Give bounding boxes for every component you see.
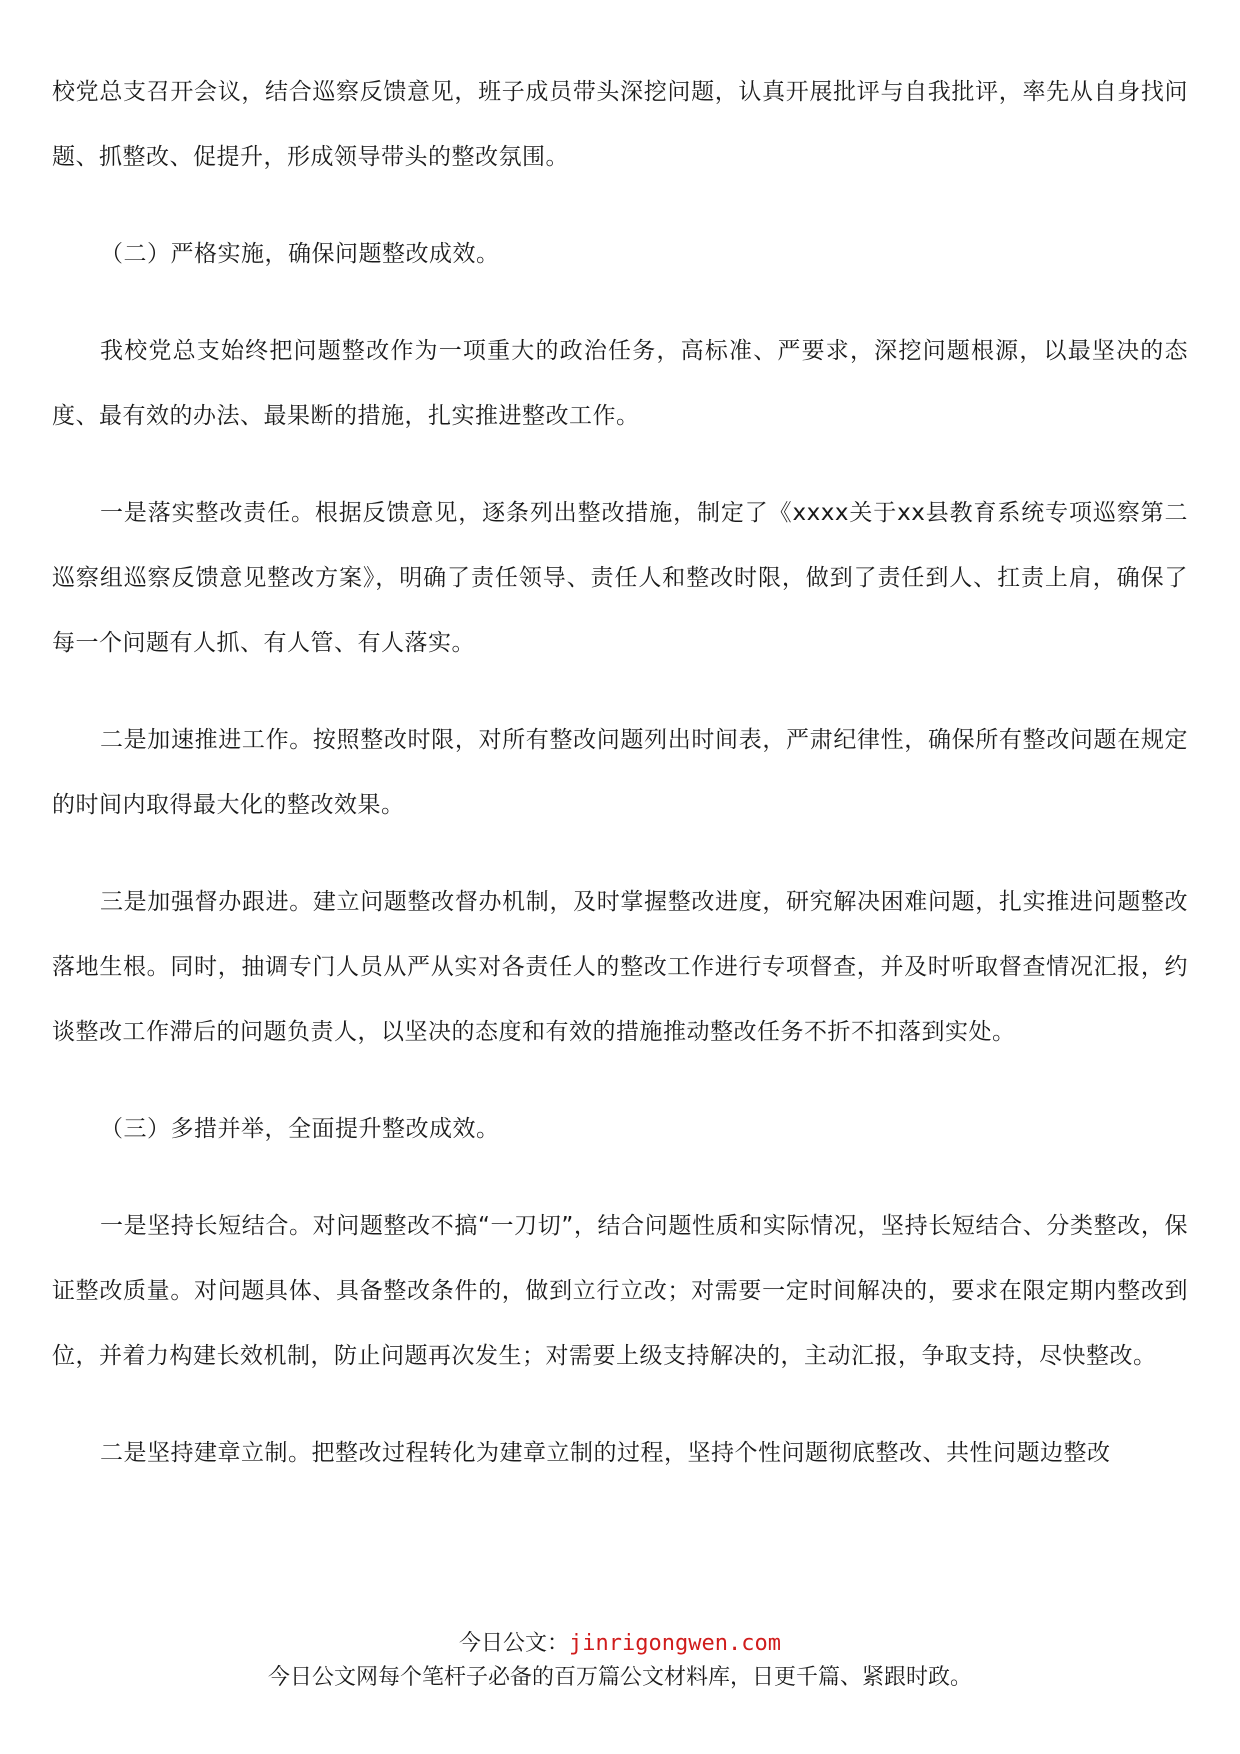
paragraph-continuation: 校党总支召开会议，结合巡察反馈意见，班子成员带头深挖问题，认真开展批评与自我批评，率先从自身找问题、抓整改、促提升，形成领导带头的整改氛围。 <box>52 79 1188 170</box>
paragraph: 一是坚持长短结合。对问题整改不搞“一刀切”，结合问题性质和实际情况，坚持长短结合、分类整改，保证整改质量。对问题具体、具备整改条件的，做到立行立改；对需要一定时间解决的，要求在限定期内整改到位，并着力构建长效机制，防止问题再次发生；对需要上级支持解决的，主动汇报，争取支持，尽快整改。 <box>52 1213 1188 1369</box>
document-body <box>52 60 1188 1486</box>
paragraph: 我校党总支始终把问题整改作为一项重大的政治任务，高标准、严要求，深挖问题根源，以最坚决的态度、最有效的办法、最果断的措施，扎实推进整改工作。 <box>52 338 1188 429</box>
section-heading-3: （三）多措并举，全面提升整改成效。 <box>100 1116 500 1142</box>
footer-tagline: 今日公文网每个笔杆子必备的百万篇公文材料库，日更千篇、紧跟时政。 <box>267 1665 972 1690</box>
paragraph: 二是加速推进工作。按照整改时限，对所有整改问题列出时间表，严肃纪律性，确保所有整改问题在规定的时间内取得最大化的整改效果。 <box>52 727 1188 818</box>
footer-url-link[interactable]: jinrigongwen.com <box>569 1631 781 1656</box>
paragraph: 三是加强督办跟进。建立问题整改督办机制，及时掌握整改进度，研究解决困难问题，扎实推进问题整改落地生根。同时，抽调专门人员从严从实对各责任人的整改工作进行专项督查，并及时听取督查情况汇报，约谈整改工作滞后的问题负责人，以坚决的态度和有效的措施推动整改任务不折不扣落到实处。 <box>52 889 1188 1045</box>
paragraph: 一是落实整改责任。根据反馈意见，逐条列出整改措施，制定了《xxxx关于xx县教育系统专项巡察第二巡察组巡察反馈意见整改方案》，明确了责任领导、责任人和整改时限，做到了责任到人、扛责上肩，确保了每一个问题有人抓、有人管、有人落实。 <box>52 500 1188 656</box>
section-heading-2: （二）严格实施，确保问题整改成效。 <box>100 241 500 267</box>
footer-site-line <box>0 1626 1240 1657</box>
paragraph: 二是坚持建章立制。把整改过程转化为建章立制的过程，坚持个性问题彻底整改、共性问题边整改 <box>100 1440 1111 1466</box>
footer-label: 今日公文： <box>459 1631 570 1656</box>
